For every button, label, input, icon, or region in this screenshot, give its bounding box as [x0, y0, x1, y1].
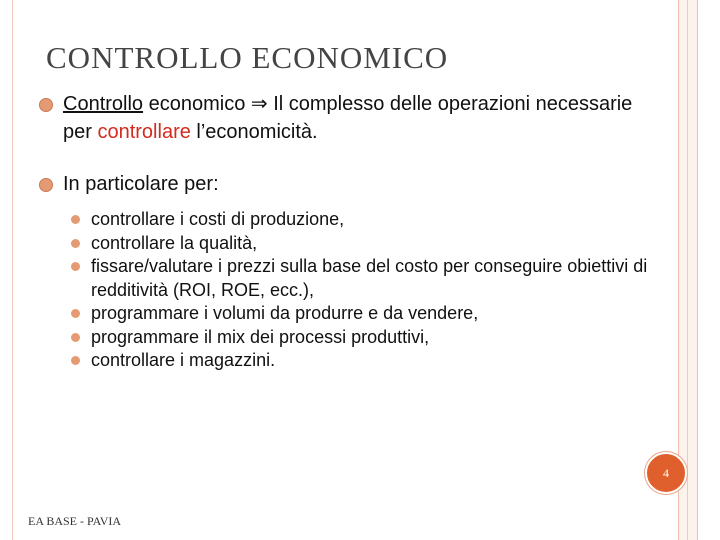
- sub-bullet-dot-icon: [71, 356, 80, 365]
- bullet-text: In particolare per:: [63, 173, 219, 195]
- list-item: [62, 208, 666, 232]
- slide-content: [36, 90, 666, 373]
- footer-text: EA BASE - PAVIA: [28, 514, 122, 528]
- implies-arrow-icon: ⇒: [250, 93, 268, 115]
- list-item-text: controllare i costi di produzione,: [91, 209, 345, 229]
- list-item-text: controllare la qualità,: [91, 232, 258, 253]
- highlight-controllare: controllare: [97, 121, 191, 143]
- list-item: [62, 232, 666, 256]
- list-item-text: controllare i magazzini.: [91, 350, 276, 370]
- page-number-badge: 4: [645, 452, 687, 494]
- border-cord: [687, 0, 688, 540]
- list-item: [62, 255, 666, 302]
- definition-text-end: l’economicità.: [190, 121, 318, 143]
- list-item-text: fissare/valutare i prezzi sulla base del costo per conseguire obiettivi di redditività (ROI, ROE, ecc.),: [91, 256, 648, 300]
- sub-bullet-dot-icon: [71, 309, 80, 318]
- definition-text: Il complesso delle operazioni necessarie per: [63, 93, 633, 143]
- bullet-marker-icon: [39, 178, 53, 192]
- term-economico: economico: [143, 93, 251, 115]
- bullet-marker-icon: [39, 98, 53, 112]
- sub-bullet-dot-icon: [71, 262, 80, 271]
- bullet-in-particolare: [36, 170, 666, 198]
- left-frame-line: [12, 0, 13, 540]
- list-item: [62, 302, 666, 326]
- sub-bullet-dot-icon: [71, 239, 80, 248]
- sub-bullet-dot-icon: [71, 333, 80, 342]
- list-item: [62, 349, 666, 373]
- sub-bullet-dot-icon: [71, 215, 80, 224]
- bullet-controllo-economico: [36, 90, 666, 146]
- list-item: [62, 326, 666, 350]
- sub-bullet-list: [36, 208, 666, 373]
- slide-title: CONTROLLO ECONOMICO: [46, 40, 449, 75]
- list-item-text: programmare il mix dei processi produttivi,: [91, 326, 430, 347]
- list-item-text: programmare i volumi da produrre e da vendere,: [91, 303, 479, 323]
- term-controllo: Controllo: [63, 93, 144, 115]
